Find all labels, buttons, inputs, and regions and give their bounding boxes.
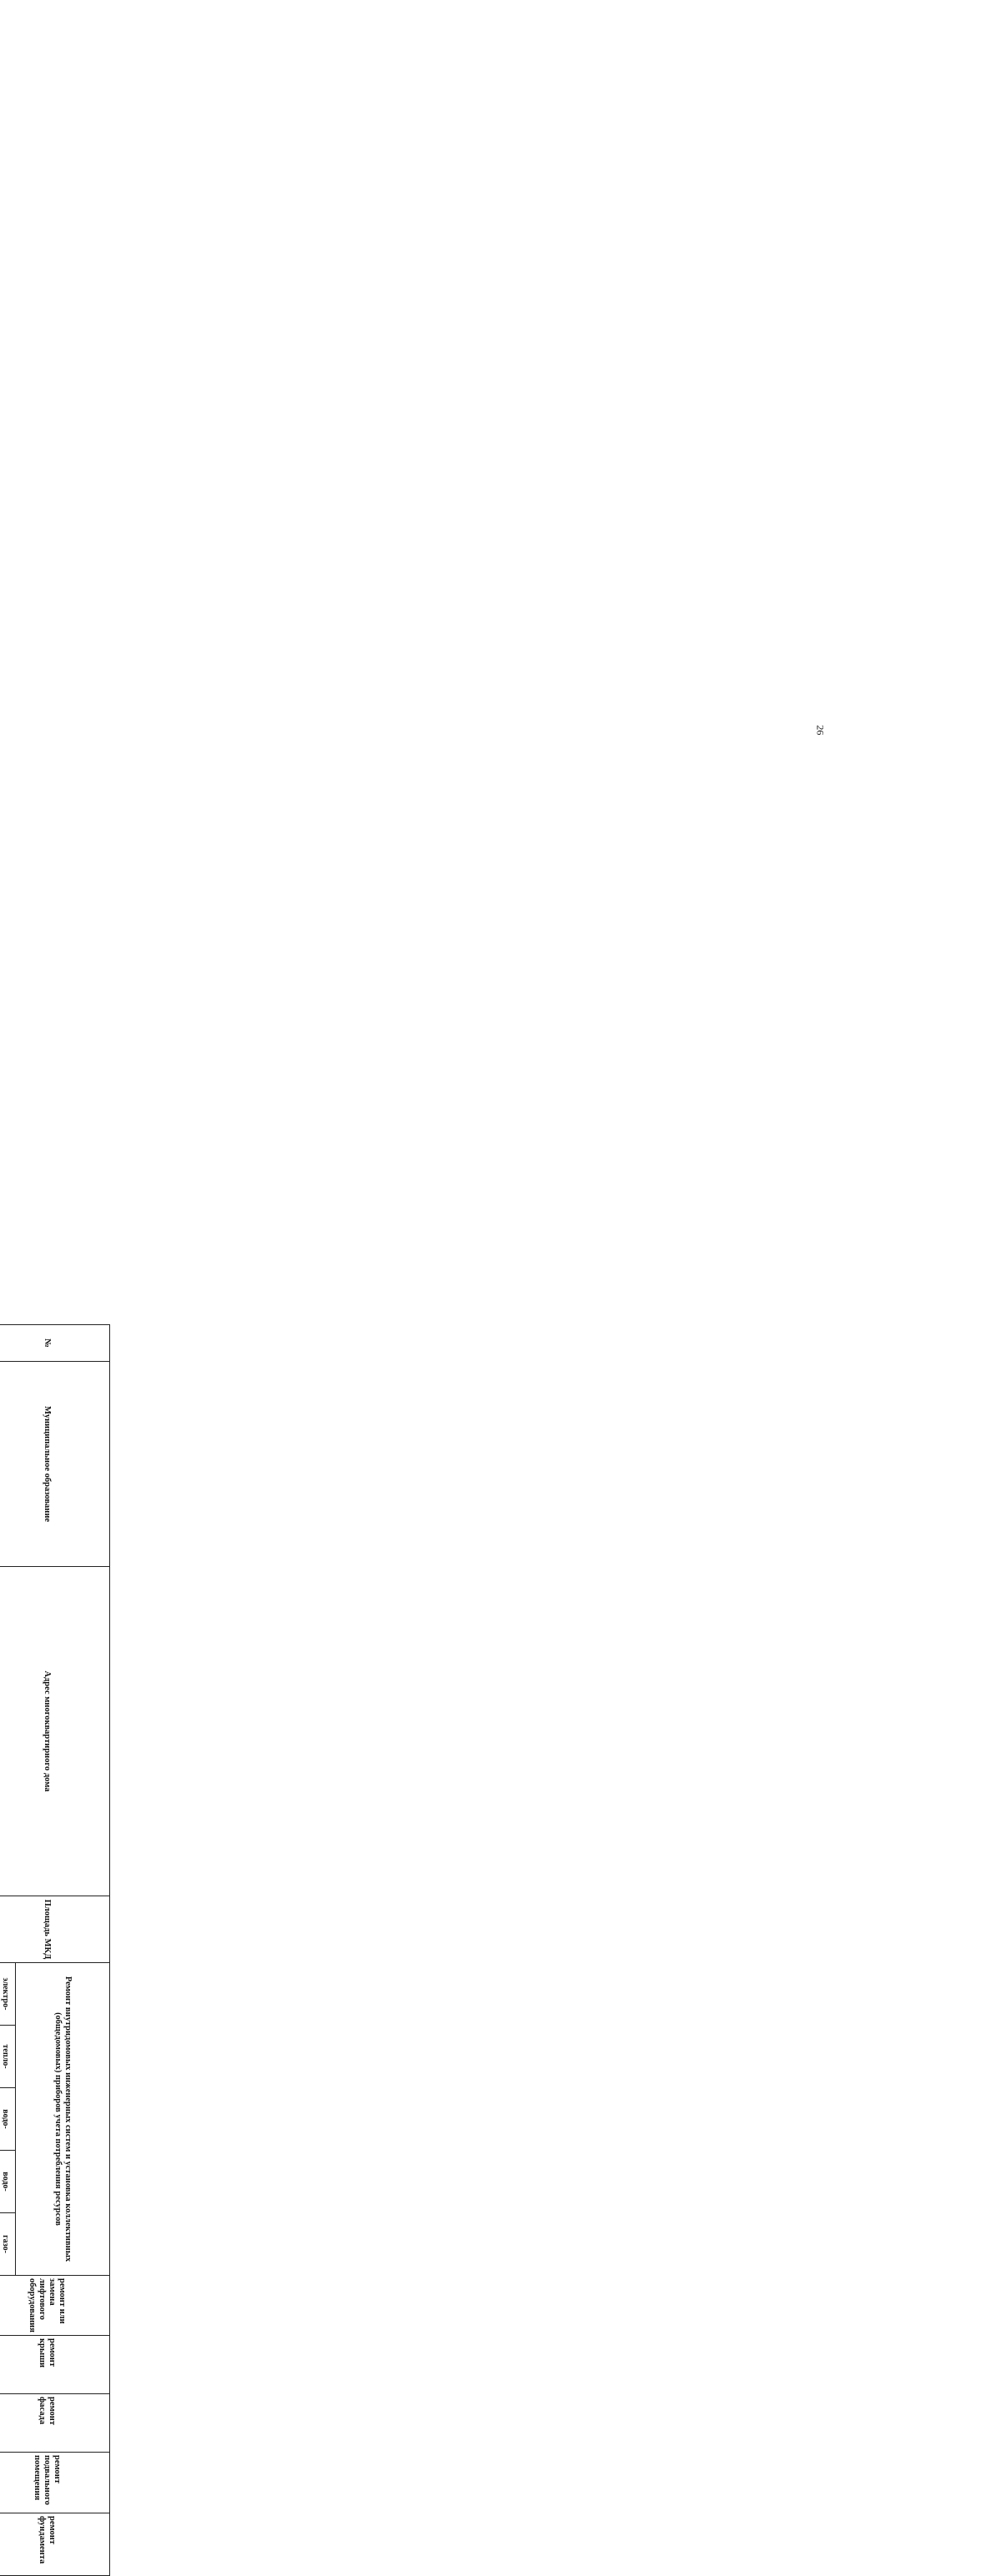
header-area: Площадь МКД bbox=[0, 1896, 110, 1963]
header-roof: ремонт крыши bbox=[0, 2336, 110, 2394]
page-number: 26 bbox=[814, 725, 827, 736]
header-heat: тепло- bbox=[0, 2026, 16, 2088]
header-address: Адрес многоквартирного дома bbox=[0, 1567, 110, 1896]
header-gas: газо- bbox=[0, 2213, 16, 2276]
repair-schedule-sheet bbox=[0, 1324, 110, 2564]
header-municipality: Муниципальное образование bbox=[0, 1362, 110, 1567]
header-sewerage: водо- bbox=[0, 2151, 16, 2213]
header-lift: ремонт или замена лифтового оборудования bbox=[0, 2276, 110, 2336]
header-basement: ремонт подвального помещения bbox=[0, 2453, 110, 2513]
header-water: водо- bbox=[0, 2088, 16, 2151]
header-electricity: электро- bbox=[0, 1963, 16, 2026]
header-utilities-group: Ремонт внутридомовых инженерных систем и установка коллективных (общедомовых) приборов учета потребления ресурсов bbox=[16, 1963, 110, 2276]
repair-schedule-table bbox=[0, 1324, 110, 2576]
header-foundation: ремонт фундамента bbox=[0, 2513, 110, 2576]
header-facade: ремонт фасада bbox=[0, 2394, 110, 2453]
header-no: № bbox=[0, 1325, 110, 1362]
